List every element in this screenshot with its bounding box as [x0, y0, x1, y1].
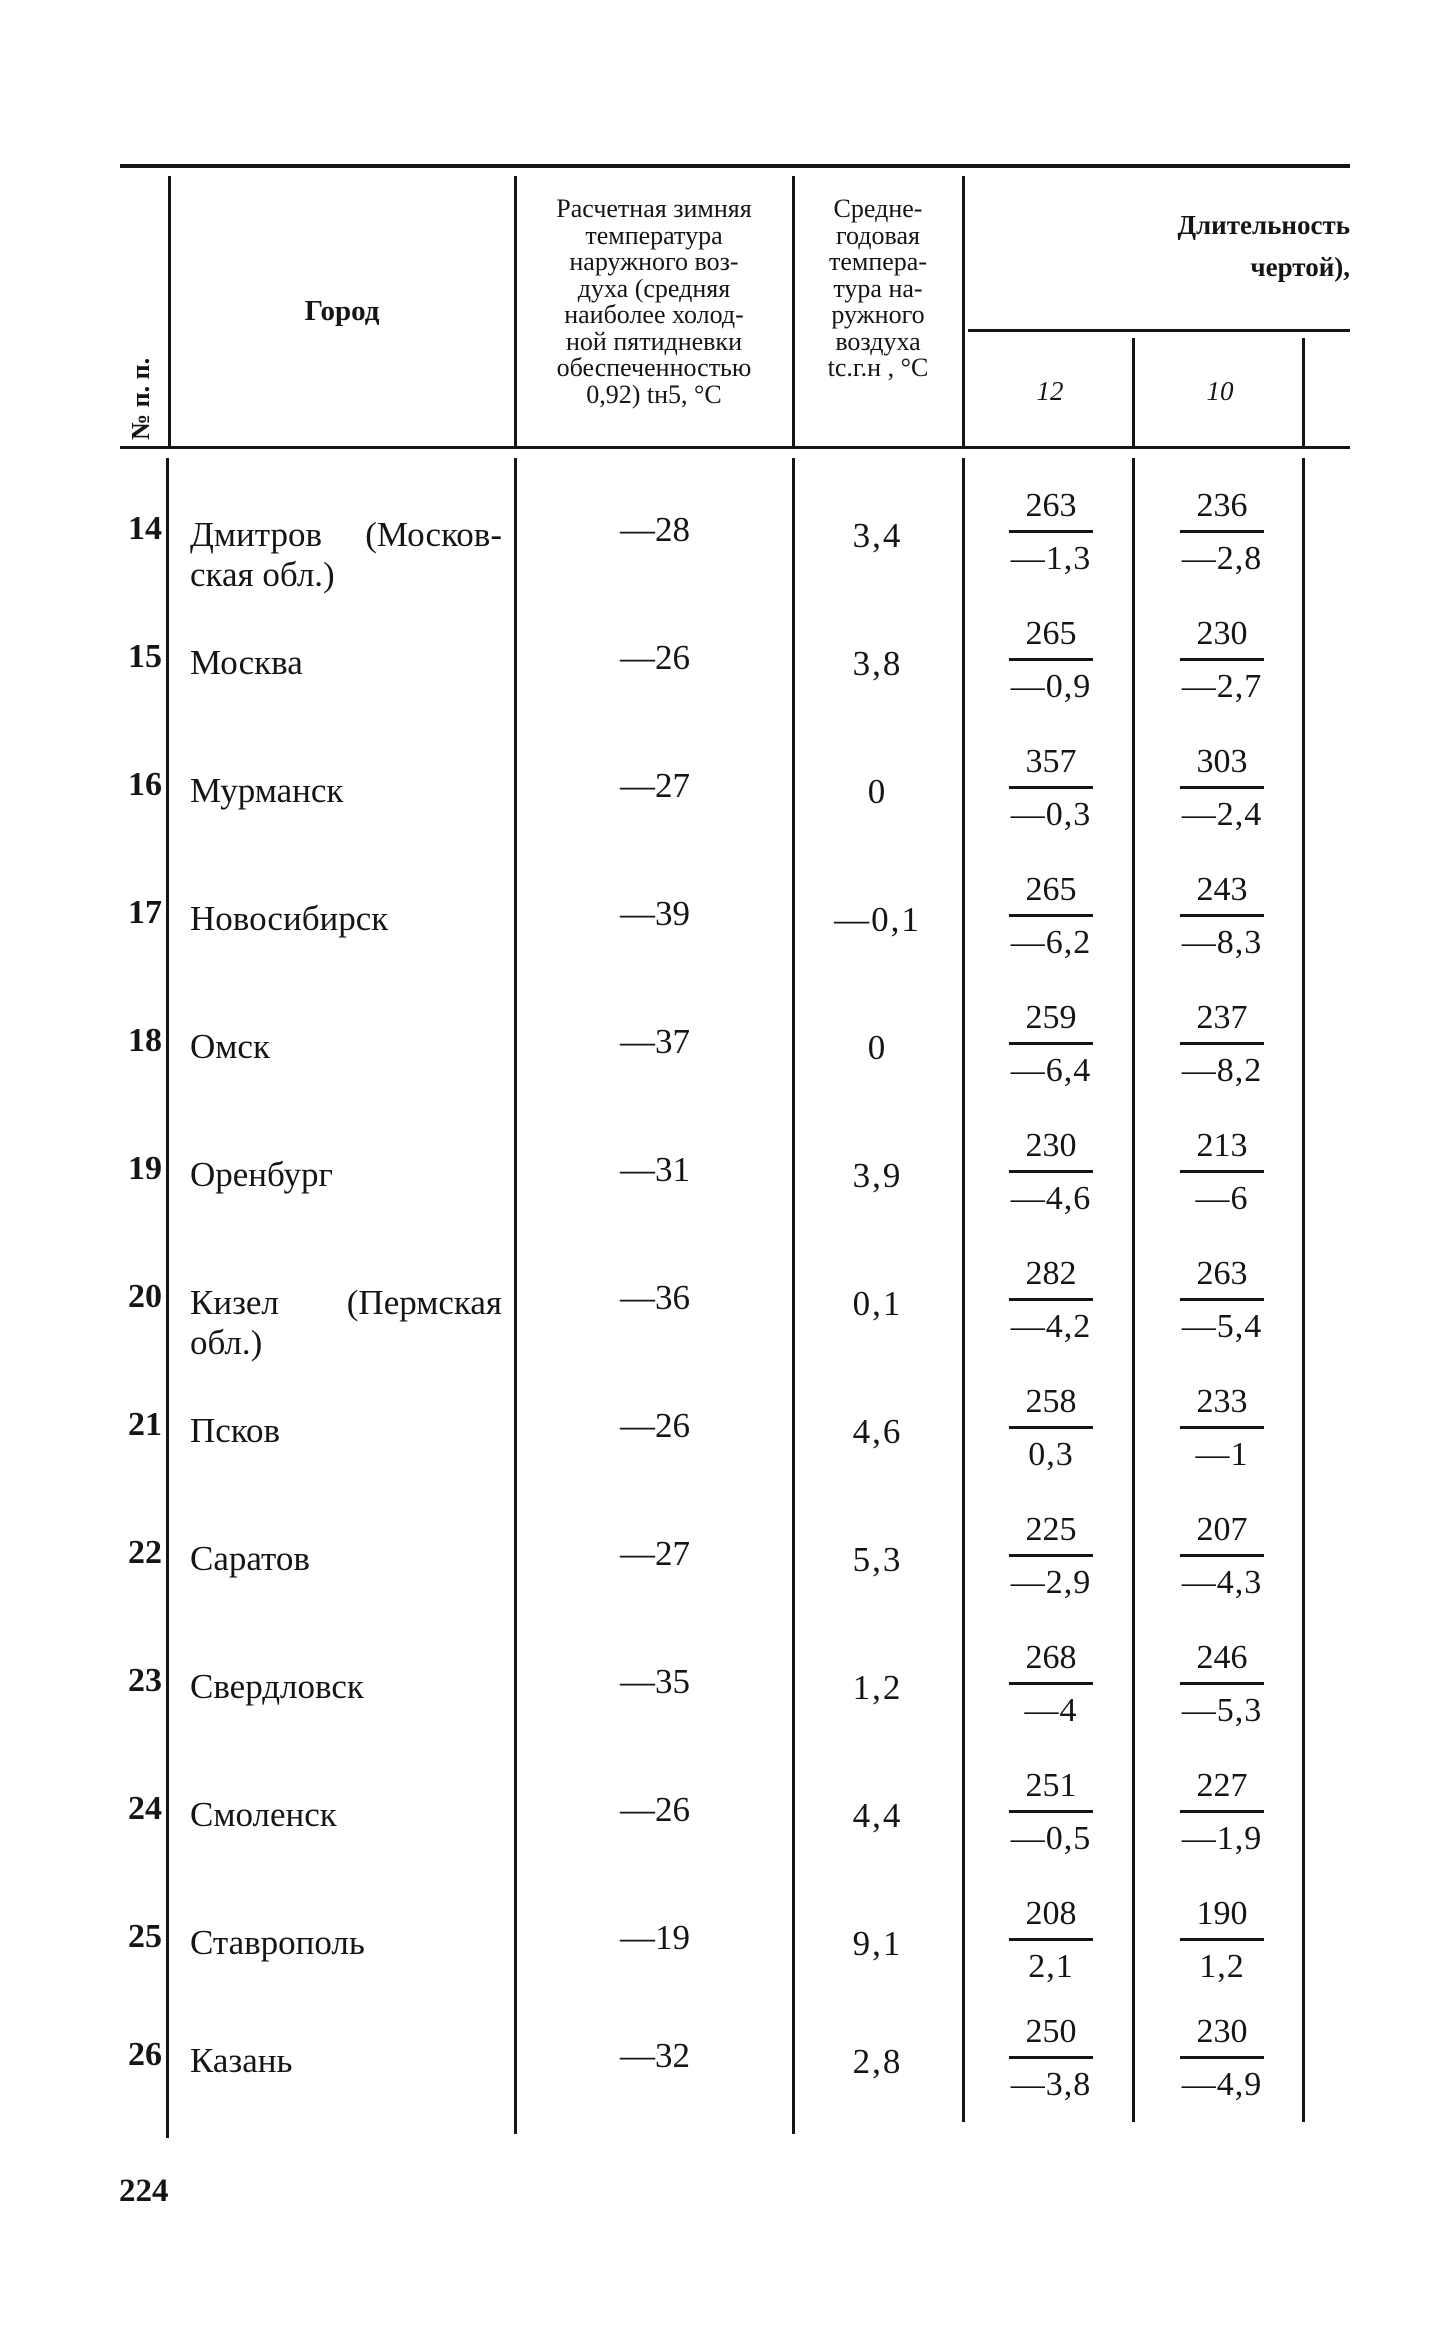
table-row — [0, 1110, 1452, 1238]
city-name: Кизел (Пермская обл.) — [190, 1283, 502, 1362]
duration-12-cell — [1001, 2008, 1101, 2107]
duration-temp: —1 — [1195, 1436, 1249, 1473]
design-temperature: —19 — [620, 1918, 690, 1957]
duration-10-cell — [1172, 1762, 1272, 1861]
header-city: Город — [304, 295, 380, 327]
duration-temp: —6,2 — [1010, 924, 1092, 961]
average-temperature: 3,4 — [852, 516, 903, 555]
duration-temp: —4,3 — [1181, 1564, 1263, 1601]
table-row — [0, 1366, 1452, 1494]
average-temperature: 3,9 — [852, 1156, 903, 1195]
row-number: 24 — [128, 1790, 162, 1827]
table-row — [0, 982, 1452, 1110]
design-temperature: —32 — [620, 2036, 690, 2075]
duration-10-cell — [1172, 738, 1272, 837]
design-temperature: —26 — [620, 638, 690, 677]
duration-temp: —1,9 — [1181, 1820, 1263, 1857]
duration-days: 236 — [1196, 487, 1248, 524]
average-temperature: 0,1 — [852, 1284, 903, 1323]
design-temperature: —27 — [620, 1534, 690, 1573]
duration-days: 237 — [1196, 999, 1248, 1036]
table-row — [0, 1622, 1452, 1750]
duration-temp: —2,4 — [1181, 796, 1263, 833]
duration-12-cell — [1001, 1250, 1101, 1349]
page-number: 224 — [119, 2173, 169, 2209]
duration-temp: 0,3 — [1028, 1436, 1074, 1473]
average-temperature: —0,1 — [834, 900, 921, 939]
col-divider-4-header — [962, 176, 965, 448]
duration-12-cell — [1001, 994, 1101, 1093]
duration-12-cell — [1001, 1378, 1101, 1477]
table-row — [0, 1238, 1452, 1366]
average-temperature: 4,4 — [852, 1796, 903, 1835]
col-divider-5-header — [1132, 338, 1135, 448]
design-temperature: —35 — [620, 1662, 690, 1701]
duration-days: 303 — [1196, 743, 1248, 780]
header-average-temperature: Средне- годовая темпера- тура на- ружного воздуха tс.г.н , °C — [827, 194, 929, 382]
col-divider-2-header — [514, 176, 517, 448]
duration-10-cell — [1172, 2008, 1272, 2107]
duration-10-cell — [1172, 1506, 1272, 1605]
average-temperature: 2,8 — [852, 2042, 903, 2081]
duration-days: 265 — [1025, 871, 1077, 908]
duration-temp: —4,9 — [1181, 2066, 1263, 2103]
duration-days: 225 — [1025, 1511, 1077, 1548]
average-temperature: 5,3 — [852, 1540, 903, 1579]
table-row — [0, 470, 1452, 598]
table-row — [0, 1878, 1452, 2006]
design-temperature: —39 — [620, 894, 690, 933]
duration-days: 259 — [1025, 999, 1077, 1036]
duration-10-cell — [1172, 482, 1272, 581]
city-name: Москва — [190, 643, 303, 682]
duration-temp: —2,9 — [1010, 1564, 1092, 1601]
duration-temp: —5,3 — [1181, 1692, 1263, 1729]
duration-10-cell — [1172, 1634, 1272, 1733]
city-name: Смоленск — [190, 1795, 337, 1834]
duration-temp: —2,7 — [1181, 668, 1263, 705]
design-temperature: —37 — [620, 1022, 690, 1061]
duration-temp: —0,3 — [1010, 796, 1092, 833]
duration-12-cell — [1001, 866, 1101, 965]
row-number: 22 — [128, 1534, 162, 1571]
header-sub-12: 12 — [1036, 376, 1064, 406]
duration-days: 263 — [1196, 1255, 1248, 1292]
duration-10-cell — [1172, 610, 1272, 709]
duration-days: 282 — [1025, 1255, 1077, 1292]
duration-temp: —6 — [1195, 1180, 1249, 1217]
city-name: Новосибирск — [190, 899, 389, 938]
city-name: Омск — [190, 1027, 270, 1066]
duration-days: 190 — [1196, 1895, 1248, 1932]
duration-temp: —4,6 — [1010, 1180, 1092, 1217]
duration-12-cell — [1001, 1890, 1101, 1989]
duration-temp: 2,1 — [1028, 1948, 1074, 1985]
row-number: 14 — [128, 510, 162, 547]
city-name: Свердловск — [190, 1667, 364, 1706]
duration-days: 207 — [1196, 1511, 1248, 1548]
duration-days: 233 — [1196, 1383, 1248, 1420]
duration-12-cell — [1001, 1634, 1101, 1733]
header-design-temperature: Расчетная зимняя температура наружного воз- духа (средняя наиболее холод- ной пятидневки обеспеченностью 0,92) tн5, °C — [556, 194, 752, 409]
city-name: Казань — [190, 2041, 293, 2080]
duration-subheader-rule — [968, 329, 1350, 332]
row-number: 15 — [128, 638, 162, 675]
header-row-number: № п. п. — [126, 357, 155, 440]
duration-days: 357 — [1025, 743, 1077, 780]
duration-temp: —8,3 — [1181, 924, 1263, 961]
table-row — [0, 1494, 1452, 1622]
average-temperature: 9,1 — [852, 1924, 903, 1963]
duration-temp: —8,2 — [1181, 1052, 1263, 1089]
table-row — [0, 598, 1452, 726]
duration-temp: —6,4 — [1010, 1052, 1092, 1089]
table-row — [0, 1996, 1452, 2124]
duration-days: 268 — [1025, 1639, 1077, 1676]
duration-12-cell — [1001, 482, 1101, 581]
design-temperature: —26 — [620, 1406, 690, 1445]
duration-days: 227 — [1196, 1767, 1248, 1804]
duration-10-cell — [1172, 1378, 1272, 1477]
duration-days: 230 — [1025, 1127, 1077, 1164]
duration-days: 250 — [1025, 2013, 1077, 2050]
row-number: 21 — [128, 1406, 162, 1443]
design-temperature: —26 — [620, 1790, 690, 1829]
duration-days: 208 — [1025, 1895, 1077, 1932]
duration-12-cell — [1001, 738, 1101, 837]
duration-temp: —5,4 — [1181, 1308, 1263, 1345]
average-temperature: 0 — [867, 772, 888, 811]
row-number: 25 — [128, 1918, 162, 1955]
duration-12-cell — [1001, 1762, 1101, 1861]
duration-10-cell — [1172, 1250, 1272, 1349]
row-number: 19 — [128, 1150, 162, 1187]
average-temperature: 4,6 — [852, 1412, 903, 1451]
average-temperature: 0 — [867, 1028, 888, 1067]
row-number: 18 — [128, 1022, 162, 1059]
col-divider-3-header — [792, 176, 795, 448]
header-duration: Длительность чертой), — [1177, 210, 1350, 282]
duration-temp: —0,5 — [1010, 1820, 1092, 1857]
city-name: Ставрополь — [190, 1923, 365, 1962]
duration-days: 265 — [1025, 615, 1077, 652]
duration-12-cell — [1001, 1506, 1101, 1605]
duration-days: 230 — [1196, 615, 1248, 652]
city-name: Дмитров (Москов-ская обл.) — [190, 515, 502, 594]
duration-temp: —2,8 — [1181, 540, 1263, 577]
duration-days: 230 — [1196, 2013, 1248, 2050]
duration-12-cell — [1001, 1122, 1101, 1221]
row-number: 20 — [128, 1278, 162, 1315]
design-temperature: —28 — [620, 510, 690, 549]
col-divider-1-header — [168, 176, 171, 448]
duration-days: 263 — [1025, 487, 1077, 524]
duration-10-cell — [1172, 1122, 1272, 1221]
duration-days: 243 — [1196, 871, 1248, 908]
average-temperature: 3,8 — [852, 644, 903, 683]
duration-days: 213 — [1196, 1127, 1248, 1164]
table-row — [0, 726, 1452, 854]
duration-12-cell — [1001, 610, 1101, 709]
design-temperature: —27 — [620, 766, 690, 805]
table-row — [0, 1750, 1452, 1878]
row-number: 23 — [128, 1662, 162, 1699]
design-temperature: —36 — [620, 1278, 690, 1317]
row-number: 17 — [128, 894, 162, 931]
city-name: Псков — [190, 1411, 281, 1450]
city-name: Мурманск — [190, 771, 344, 810]
row-number: 26 — [128, 2036, 162, 2073]
duration-temp: —4,2 — [1010, 1308, 1092, 1345]
duration-days: 246 — [1196, 1639, 1248, 1676]
duration-temp: —4 — [1024, 1692, 1078, 1729]
duration-days: 258 — [1025, 1383, 1077, 1420]
duration-temp: 1,2 — [1199, 1948, 1245, 1985]
col-divider-6-header — [1302, 338, 1305, 448]
duration-10-cell — [1172, 994, 1272, 1093]
city-name: Саратов — [190, 1539, 310, 1578]
duration-10-cell — [1172, 1890, 1272, 1989]
row-number: 16 — [128, 766, 162, 803]
table-row — [0, 854, 1452, 982]
duration-10-cell — [1172, 866, 1272, 965]
header-sub-10: 10 — [1206, 376, 1234, 406]
header-bottom-rule — [120, 446, 1350, 449]
design-temperature: —31 — [620, 1150, 690, 1189]
duration-temp: —3,8 — [1010, 2066, 1092, 2103]
duration-temp: —0,9 — [1010, 668, 1092, 705]
average-temperature: 1,2 — [852, 1668, 903, 1707]
duration-days: 251 — [1025, 1767, 1077, 1804]
table-top-rule — [120, 164, 1350, 168]
duration-temp: —1,3 — [1010, 540, 1092, 577]
city-name: Оренбург — [190, 1155, 333, 1194]
